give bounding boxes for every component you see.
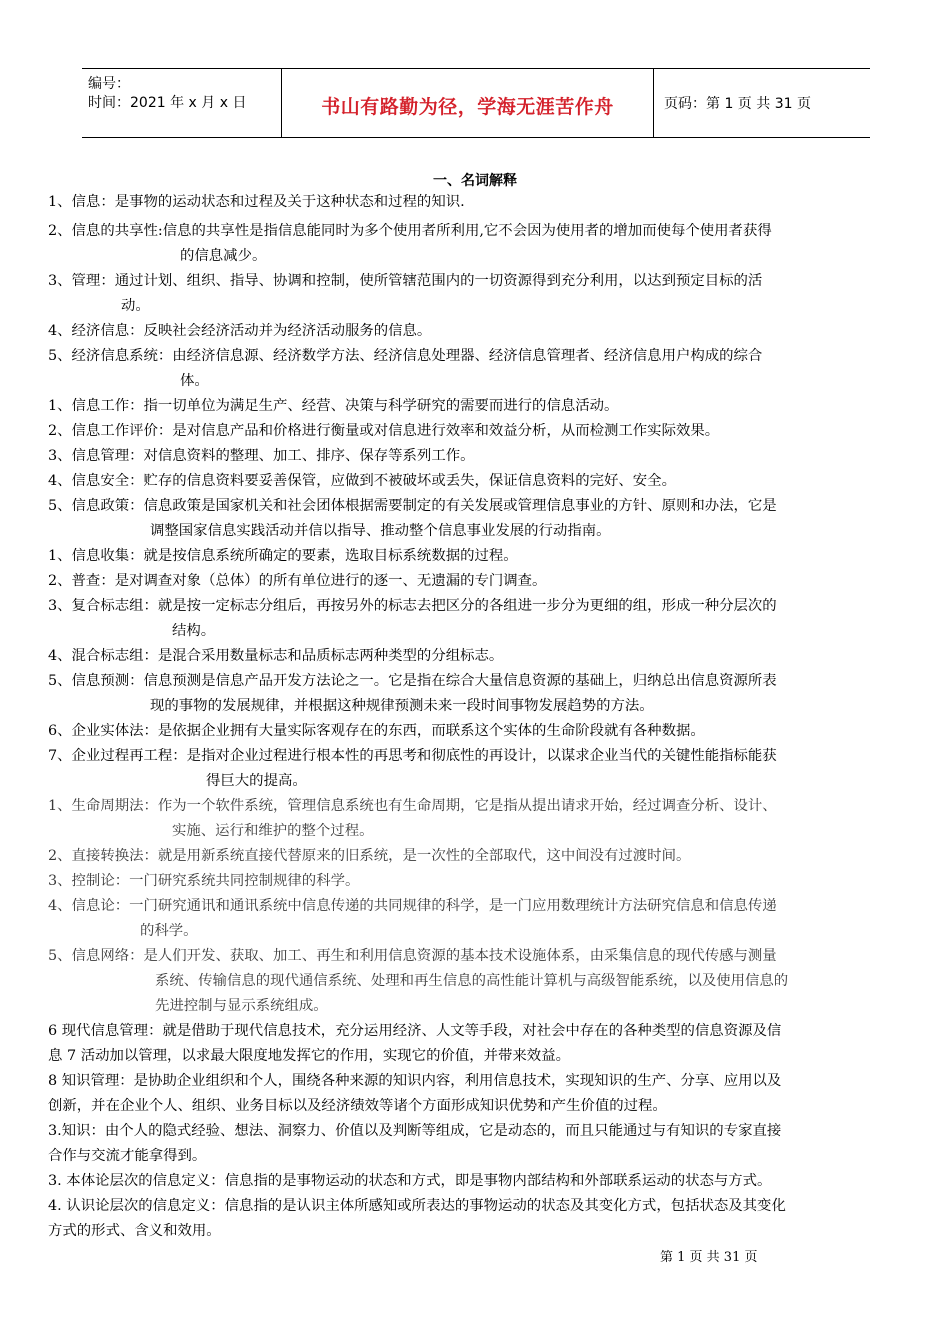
definition-entry: 3、控制论：一门研究系统共同控制规律的科学。 <box>48 873 360 889</box>
number-label: 编号： <box>88 76 130 92</box>
definition-entry: 5、信息预测：信息预测是信息产品开发方法论之一。它是指在综合大量信息资源的基础上，归纳总出信息资源所表 现的事物的发展规律，并根据这种规律预测未来一段时间事物发展趋势的方法。 <box>48 673 777 714</box>
definition-entry: 2、信息的共享性:信息的共享性是指信息能同时为多个使用者所利用,它不会因为使用者的增加而使每个使用者获得 的信息减少。 <box>48 223 772 264</box>
header-motto-cell <box>282 69 654 137</box>
definition-entry: 2、普查：是对调查对象（总体）的所有单位进行的逐一、无遗漏的专门调查。 <box>48 573 547 589</box>
paragraph: 8 知识管理：是协助企业组织和个人，围绕各种来源的知识内容，利用信息技术，实现知识的生产、分享、应用以及 创新，并在企业个人、组织、业务目标以及经济绩效等诸个方面形成知识优势和产生价值的过程。 <box>48 1073 782 1114</box>
definition-entry: 3、管理：通过计划、组织、指导、协调和控制，使所管辖范围内的一切资源得到充分利用，以达到预定目标的活 动。 <box>48 273 763 314</box>
page-footer: 第 1 页 共 31 页 <box>660 1250 758 1265</box>
definition-entry: 7、企业过程再工程：是指对企业过程进行根本性的再思考和彻底性的再设计，以谋求企业当代的关键性能指标能获 得巨大的提高。 <box>48 748 777 789</box>
paragraph: 3. 本体论层次的信息定义：信息指的是事物运动的状态和方式，即是事物内部结构和外部联系运动的状态与方式。 <box>48 1173 772 1189</box>
definition-entry: 4、信息论：一门研究通讯和通讯系统中信息传递的共同规律的科学，是一门应用数理统计方法研究信息和信息传递 的科学。 <box>48 898 777 939</box>
definition-entry: 5、信息政策：信息政策是国家机关和社会团体根据需要制定的有关发展或管理信息事业的方针、原则和办法，它是 调整国家信息实践活动并信以指导、推动整个信息事业发展的行动指南。 <box>48 498 777 539</box>
definition-entry: 2、直接转换法：就是用新系统直接代替原来的旧系统，是一次性的全部取代，这中间没有过渡时间。 <box>48 848 691 864</box>
paragraph: 4. 认识论层次的信息定义：信息指的是认识主体所感知或所表达的事物运动的状态及其变化方式，包括状态及其变化 方式的形式、含义和效用。 <box>48 1198 786 1239</box>
page-header <box>82 68 870 138</box>
header-page-cell <box>654 69 870 137</box>
definition-entry: 2、信息工作评价：是对信息产品和价格进行衡量或对信息进行效率和效益分析，从而检测工作实际效果。 <box>48 423 720 439</box>
definition-entry: 5、经济信息系统：由经济信息源、经济数学方法、经济信息处理器、经济信息管理者、经济信息用户构成的综合 体。 <box>48 348 763 389</box>
definition-entry: 5、信息网络：是人们开发、获取、加工、再生和利用信息资源的基本技术设施体系，由采集信息的现代传感与测量 系统、传输信息的现代通信系统、处理和再生信息的高性能计算机与高级智能系统，以及使用信息的 先进控制与显示系统组成。 <box>48 948 789 1014</box>
definition-entry: 4、信息安全：贮存的信息资料要妥善保管，应做到不被破坏或丢失，保证信息资料的完好、安全。 <box>48 473 676 489</box>
definition-entry: 1、生命周期法：作为一个软件系统，管理信息系统也有生命周期，它是指从提出请求开始，经过调查分析、设计、 实施、运行和维护的整个过程。 <box>48 798 777 839</box>
definition-entry: 4、经济信息：反映社会经济活动并为经济活动服务的信息。 <box>48 323 432 339</box>
definition-entry: 1、信息收集：就是按信息系统所确定的要素，选取目标系统数据的过程。 <box>48 548 518 564</box>
definition-entry: 3、复合标志组：就是按一定标志分组后，再按另外的标志去把区分的各组进一步分为更细的组，形成一种分层次的 结构。 <box>48 598 777 639</box>
definition-entry: 1、信息工作：指一切单位为满足生产、经营、决策与科学研究的需要而进行的信息活动。 <box>48 398 619 414</box>
section-title: 一、名词解释 <box>433 173 517 189</box>
definition-entry: 3、信息管理：对信息资料的整理、加工、排序、保存等系列工作。 <box>48 448 475 464</box>
date-label: 时间：2021 年 x 月 x 日 <box>88 95 247 111</box>
definition-entry: 6、企业实体法：是依据企业拥有大量实际客观存在的东西，而联系这个实体的生命阶段就有各种数据。 <box>48 723 705 739</box>
page-number-label: 页码：第 1 页 共 31 页 <box>664 96 811 112</box>
definition-entry: 1、信息：是事物的运动状态和过程及关于这种状态和过程的知识. <box>48 194 465 210</box>
motto: 书山有路勤为径，学海无涯苦作舟 <box>321 95 614 118</box>
paragraph: 3.知识：由个人的隐式经验、想法、洞察力、价值以及判断等组成，它是动态的，而且只能通过与有知识的专家直接 合作与交流才能拿得到。 <box>48 1123 782 1164</box>
header-meta-cell <box>82 69 282 137</box>
paragraph: 6 现代信息管理：就是借助于现代信息技术，充分运用经济、人文等手段，对社会中存在的各种类型的信息资源及信 息 7 活动加以管理，以求最大限度地发挥它的作用，实现它的价值，并带来效益。 <box>48 1023 782 1064</box>
definition-entry: 4、混合标志组：是混合采用数量标志和品质标志两种类型的分组标志。 <box>48 648 504 664</box>
